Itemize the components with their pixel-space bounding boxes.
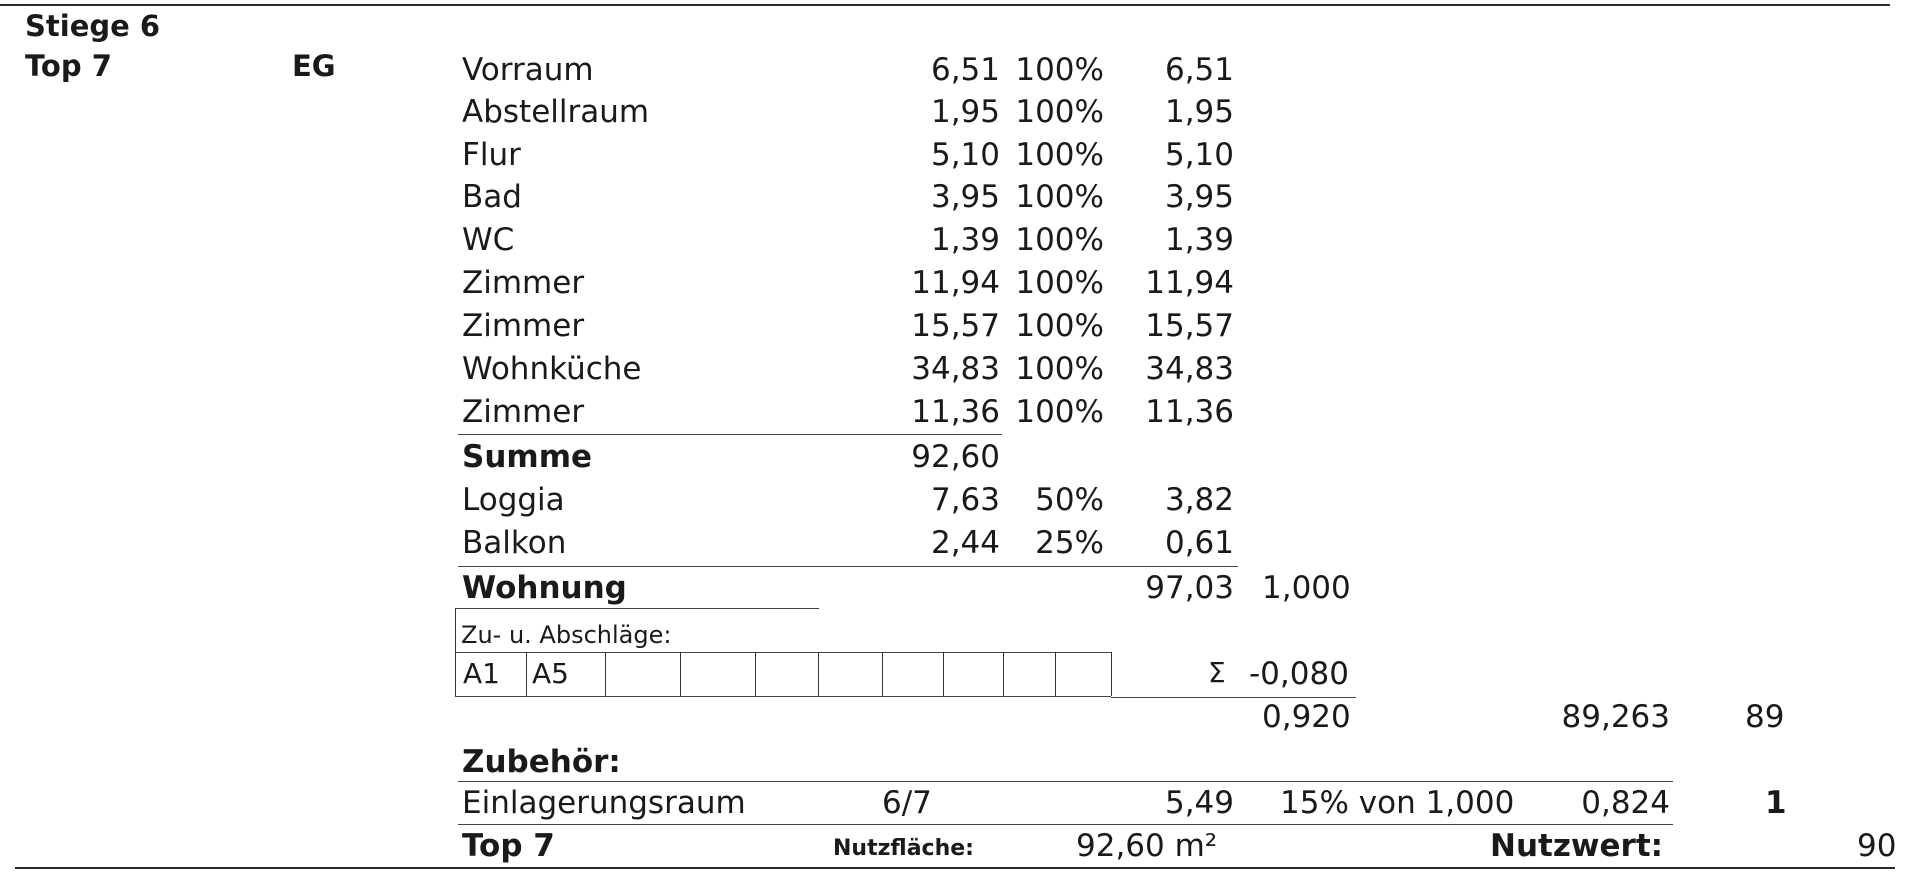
room-value: 34,83 — [1145, 351, 1234, 387]
room-name: WC — [462, 222, 515, 258]
outdoor-value: 3,82 — [1164, 482, 1234, 518]
room-area: 15,57 — [911, 308, 1000, 344]
room-percent: 100% — [1015, 265, 1104, 301]
room-value: 1,39 — [1164, 222, 1234, 258]
room-area: 11,36 — [911, 394, 1000, 430]
wohnung-factor: 1,000 — [1262, 570, 1351, 606]
summe-value: 92,60 — [911, 439, 1000, 475]
room-area: 1,39 — [930, 222, 1000, 258]
room-area: 34,83 — [911, 351, 1000, 387]
outdoor-value: 0,61 — [1164, 525, 1234, 561]
zubehoer-rule — [458, 781, 1673, 782]
adjust-cell-divider — [1003, 652, 1004, 696]
summe-rule — [458, 434, 1002, 435]
outdoor-percent: 25% — [1035, 525, 1104, 561]
outdoor-area: 7,63 — [930, 482, 1000, 518]
adjust-box-bottom — [455, 696, 1111, 697]
room-name: Zimmer — [462, 394, 585, 430]
room-name: Bad — [462, 179, 522, 215]
adjust-cell-divider — [680, 652, 681, 696]
room-percent: 100% — [1015, 222, 1104, 258]
adjust-code: A1 — [463, 657, 500, 690]
room-value: 15,57 — [1145, 308, 1234, 344]
zubehoer-value: 0,824 — [1581, 785, 1670, 821]
zubehoer-share: 15% von 1,000 — [1280, 785, 1515, 821]
outdoor-area: 2,44 — [930, 525, 1000, 561]
room-value: 3,95 — [1164, 179, 1234, 215]
top-rule — [0, 4, 1890, 6]
nutzwert-exact: 89,263 — [1561, 699, 1670, 735]
zubehoer-number: 6/7 — [882, 785, 932, 821]
room-percent: 100% — [1015, 308, 1104, 344]
room-name: Zimmer — [462, 308, 585, 344]
outdoor-name: Balkon — [462, 525, 567, 561]
room-value: 1,95 — [1164, 94, 1234, 130]
room-value: 11,94 — [1145, 265, 1234, 301]
wohnung-label: Wohnung — [462, 570, 627, 606]
adjust-sum: -0,080 — [1249, 656, 1349, 692]
nutzwert-rounded: 89 — [1745, 699, 1785, 735]
room-area: 5,10 — [930, 137, 1000, 173]
room-percent: 100% — [1015, 394, 1104, 430]
footer-top-label: Top 7 — [462, 828, 555, 864]
factor-rule — [1111, 697, 1356, 698]
room-name: Abstellraum — [462, 94, 650, 130]
adjust-box-mid — [455, 652, 1111, 653]
bottom-rule — [15, 867, 1895, 869]
room-percent: 100% — [1015, 351, 1104, 387]
zubehoer-area: 5,49 — [1164, 785, 1234, 821]
outdoor-percent: 50% — [1035, 482, 1104, 518]
adjust-cell-divider — [943, 652, 944, 696]
room-percent: 100% — [1015, 52, 1104, 88]
adjust-label: Zu- u. Abschläge: — [461, 621, 672, 649]
zubehoer-rounded: 1 — [1765, 785, 1787, 821]
room-area: 3,95 — [930, 179, 1000, 215]
adjust-cell-divider — [755, 652, 756, 696]
geschoss-label: EG — [292, 49, 336, 83]
outdoor-name: Loggia — [462, 482, 565, 518]
room-percent: 100% — [1015, 94, 1104, 130]
adjust-cell-divider — [605, 652, 606, 696]
nutzwert-label: Nutzwert: — [1490, 828, 1664, 864]
room-value: 6,51 — [1164, 52, 1234, 88]
room-name: Flur — [462, 137, 521, 173]
zubehoer-label: Zubehör: — [462, 744, 621, 780]
wohnung-rule — [458, 566, 1238, 567]
stiege-label: Stiege 6 — [25, 9, 161, 43]
summe-label: Summe — [462, 439, 593, 475]
footer-rule — [458, 824, 1673, 825]
nutzflaeche-value: 92,60 m² — [1076, 828, 1218, 864]
sigma-symbol: Σ — [1208, 656, 1226, 689]
wohnung-value: 97,03 — [1145, 570, 1234, 606]
zubehoer-name: Einlagerungsraum — [462, 785, 746, 821]
room-percent: 100% — [1015, 137, 1104, 173]
room-percent: 100% — [1015, 179, 1104, 215]
nutzwert-total: 90 — [1857, 828, 1897, 864]
room-name: Vorraum — [462, 52, 594, 88]
room-area: 6,51 — [930, 52, 1000, 88]
adjust-box-top — [455, 608, 819, 609]
adjust-cell-divider — [1111, 652, 1112, 696]
adjust-cell-divider — [882, 652, 883, 696]
net-factor: 0,920 — [1262, 699, 1351, 735]
adjust-cell-divider — [818, 652, 819, 696]
room-area: 11,94 — [911, 265, 1000, 301]
room-value: 11,36 — [1145, 394, 1234, 430]
room-name: Zimmer — [462, 265, 585, 301]
nutzflaeche-label: Nutzfläche: — [833, 836, 974, 861]
adjust-code: A5 — [532, 657, 569, 690]
adjust-cell-divider — [526, 652, 527, 696]
adjust-cell-divider — [1055, 652, 1056, 696]
room-name: Wohnküche — [462, 351, 642, 387]
room-value: 5,10 — [1164, 137, 1234, 173]
top-label: Top 7 — [25, 49, 112, 83]
room-area: 1,95 — [930, 94, 1000, 130]
